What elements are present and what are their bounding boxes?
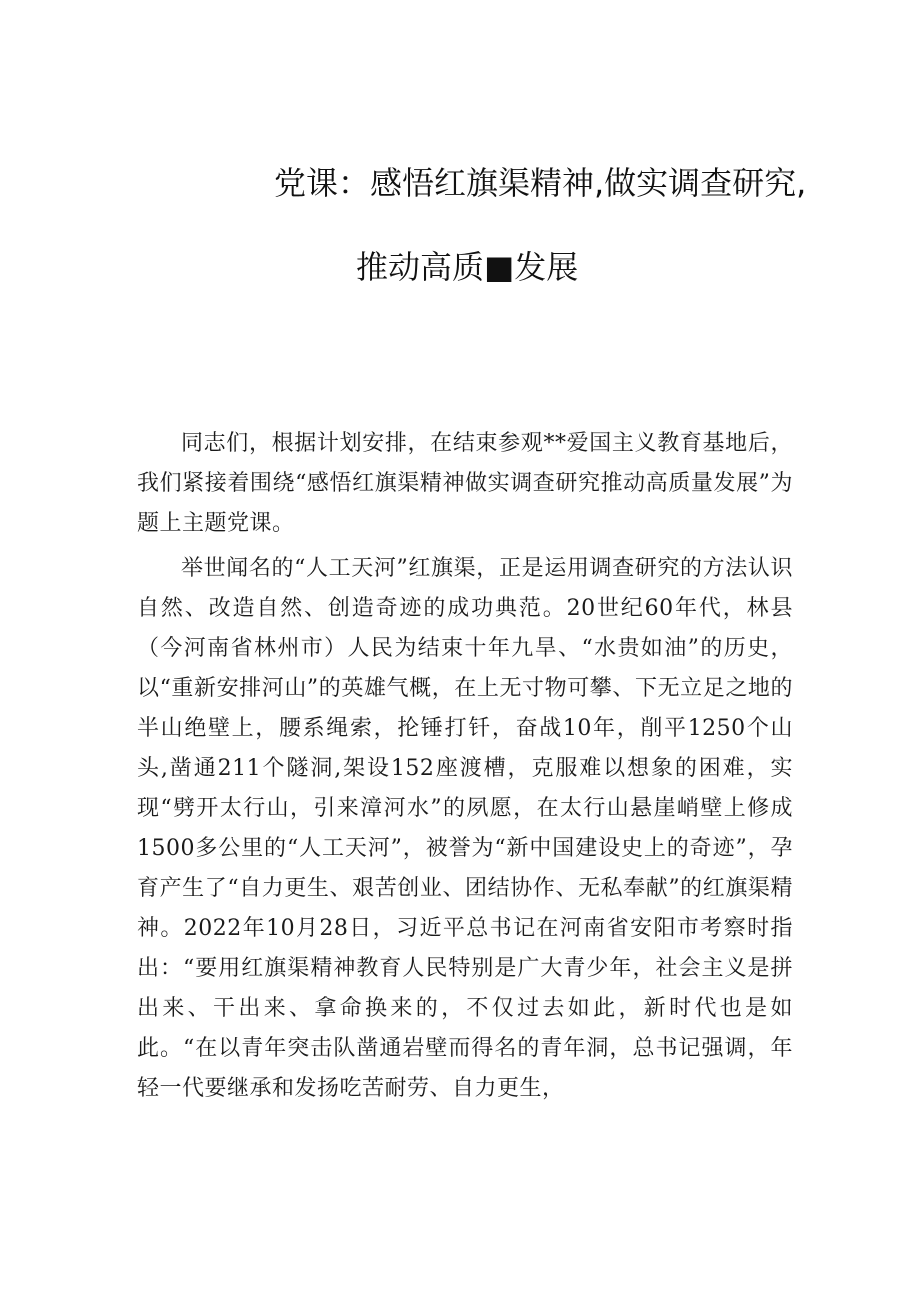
document-title-line-2: 推动高质■发展 — [356, 248, 579, 286]
paragraph-hongqiqu: 举世闻名的“人工天河”红旗渠，正是运用调查研究的方法认识自然、改造自然、创造奇迹的成功典范。20世纪60年代，林县（今河南省林州市）人民为结束十年九旱、“水贵如油”的历史，以“重新安排河山”的英雄气概，在上无寸物可攀、下无立足之地的半山绝壁上，腰系绳索，抡锤打钎，奋战10年，削平1250个山头,凿通211个隧洞,架设152座渡槽，克服难以想象的困难，实现“劈开太行山，引来漳河水”的夙愿，在太行山悬崖峭壁上修成1500多公里的“人工天河”，被誉为“新中国建设史上的奇迹”，孕育产生了“自力更生、艰苦创业、团结协作、无私奉献”的红旗渠精神。2022年10月28日，习近平总书记在河南省安阳市考察时指出：“要用红旗渠精神教育人民特别是广大青少年，社会主义是拼出来、干出来、拿命换来的，不仅过去如此，新时代也是如此。“在以青年突击队凿通岩壁而得名的青年洞，总书记强调，年轻一代要继承和发扬吃苦耐劳、自力更生， — [137, 556, 793, 1101]
paragraph-intro: 同志们，根据计划安排，在结束参观**爱国主义教育基地后，我们紧接着围绕“感悟红旗渠精神做实调查研究推动高质量发展”为题上主题党课。 — [137, 431, 793, 536]
document-title-line-1: 党课：感悟红旗渠精神,做实调查研究, — [274, 164, 807, 202]
document-body — [137, 424, 793, 1114]
